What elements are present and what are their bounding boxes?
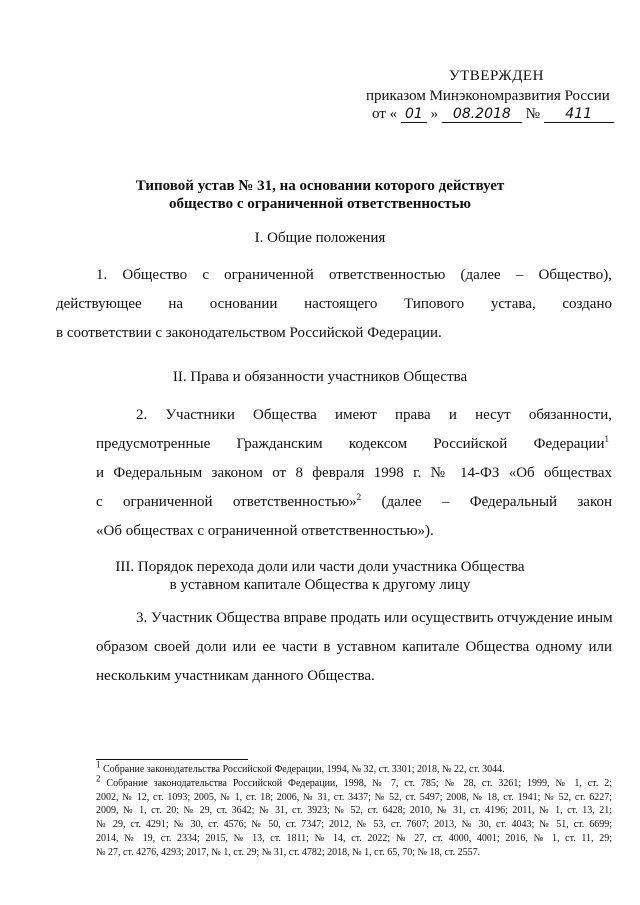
footnote-2-text-1: Собрание законодательства Российской Федерации, 1998, № 7, ст. 785; № 28, ст. 3261; 1999, № 1, ст. 2; bbox=[100, 777, 612, 789]
paragraph-1-line-2: действующее на основании настоящего Типового устава, создано bbox=[56, 296, 612, 312]
paragraph-2-line-3: и Федеральным законом от 8 февраля 1998 г. № 14-ФЗ «Об обществах bbox=[96, 465, 612, 481]
paragraph-2-line-4-text-a: с ограниченной ответственностью» bbox=[96, 494, 357, 510]
date-prefix: от « bbox=[372, 106, 398, 122]
date-mid: » bbox=[430, 106, 439, 122]
footnote-ref-2: 2 bbox=[356, 492, 362, 502]
section-1-heading: I. Общие положения bbox=[254, 230, 386, 246]
paragraph-2-line-2 bbox=[96, 430, 609, 459]
section-1-paragraph bbox=[56, 261, 612, 348]
paragraph-3-line-3: нескольким участникам данного Общества. bbox=[96, 668, 375, 684]
section-3-paragraph bbox=[96, 604, 613, 691]
paragraph-2-line-2-text: предусмотренные Гражданским кодексом Российской Федерации bbox=[96, 436, 605, 452]
footnote-2-line-4: № 29, ст. 4291; № 30, ст. 4576; № 50, ст. 7347; 2012, № 53, ст. 7607; 2013, № 30, ст. 4043; № 51, ст. 6699; bbox=[96, 819, 612, 831]
section-3-heading bbox=[60, 558, 580, 594]
footnote-1-text: Собрание законодательства Российской Федерации, 1994, № 32, ст. 3301; 2018, № 22, ст. 3044. bbox=[100, 764, 505, 775]
paragraph-3-line-2: образом своей доли или ее части в уставном капитале Общества одному или bbox=[96, 639, 612, 655]
approval-date-line bbox=[372, 106, 612, 123]
section-2-heading: II. Права и обязанности участников Общества bbox=[172, 369, 468, 385]
approval-title: УТВЕРЖДЕН bbox=[449, 68, 544, 84]
section-2-paragraph bbox=[96, 401, 612, 546]
order-number-handwritten: 411 bbox=[544, 106, 614, 123]
paragraph-2-line-1: 2. Участники Общества имеют права и несут обязанности, bbox=[136, 407, 612, 423]
paragraph-1-line-1: 1. Общество с ограниченной ответственностью (далее – Общество), bbox=[96, 267, 612, 283]
footnotes bbox=[96, 759, 612, 860]
footnote-1 bbox=[96, 759, 612, 777]
footnote-2-line-6: № 27, ст. 4276, 4293; 2017, № 1, ст. 29; № 31, ст. 4782; 2018, № 1, ст. 65, 70; № 18, ст. 2557. bbox=[96, 846, 481, 858]
date-month-year-handwritten: 08.2018 bbox=[442, 106, 522, 123]
approval-order-line: приказом Минэкономразвития России bbox=[366, 88, 610, 104]
document-title-line2: общество с ограниченной ответственностью bbox=[169, 196, 471, 212]
document-title bbox=[60, 177, 580, 213]
paragraph-3-line-1: 3. Участник Общества вправе продать или осуществить отчуждение иным bbox=[136, 610, 613, 626]
footnote-2-line-1 bbox=[96, 773, 612, 791]
footnote-2-mark: 2 bbox=[96, 773, 101, 784]
section-3-heading-line1: III. Порядок перехода доли или части доли участника Общества bbox=[115, 559, 525, 575]
footnote-2-line-3: 2009, № 1, ст. 20; № 29, ст. 3642; № 31, ст. 3923; № 52, ст. 6428; 2010, № 31, ст. 4196; 2011, № 1, ст. 13, 21; bbox=[96, 805, 612, 817]
paragraph-2-line-4-text-b: (далее – Федеральный закон bbox=[361, 494, 612, 510]
date-day-handwritten: 01 bbox=[401, 106, 427, 123]
paragraph-2-line-5: «Об обществах с ограниченной ответственностью»). bbox=[96, 523, 434, 539]
section-3-heading-line2: в уставном капитале Общества к другому лицу bbox=[169, 577, 471, 593]
footnote-2-line-5: 2014, № 19, ст. 2334; 2015, № 13, ст. 1811; № 14, ст. 2022; № 27, ст. 4000, 4001; 2016, № 1, ст. 11, 29; bbox=[96, 832, 612, 844]
paragraph-1-line-3: в соответствии с законодательством Российской Федерации. bbox=[56, 325, 442, 341]
footnote-1-mark: 1 bbox=[96, 759, 101, 770]
footnote-2-line-2: 2002, № 12, ст. 1093; 2005, № 1, ст. 18; 2006, № 31, ст. 3437; № 52, ст. 5497; 2008, № 18, ст. 1941; № 52, ст. 6227; bbox=[96, 791, 612, 803]
paragraph-2-line-4 bbox=[96, 488, 612, 517]
footnote-ref-1: 1 bbox=[604, 434, 609, 444]
footnote-separator bbox=[96, 759, 248, 760]
document-title-line1: Типовой устав № 31, на основании которого действует bbox=[135, 178, 505, 194]
number-label: № bbox=[525, 106, 540, 122]
